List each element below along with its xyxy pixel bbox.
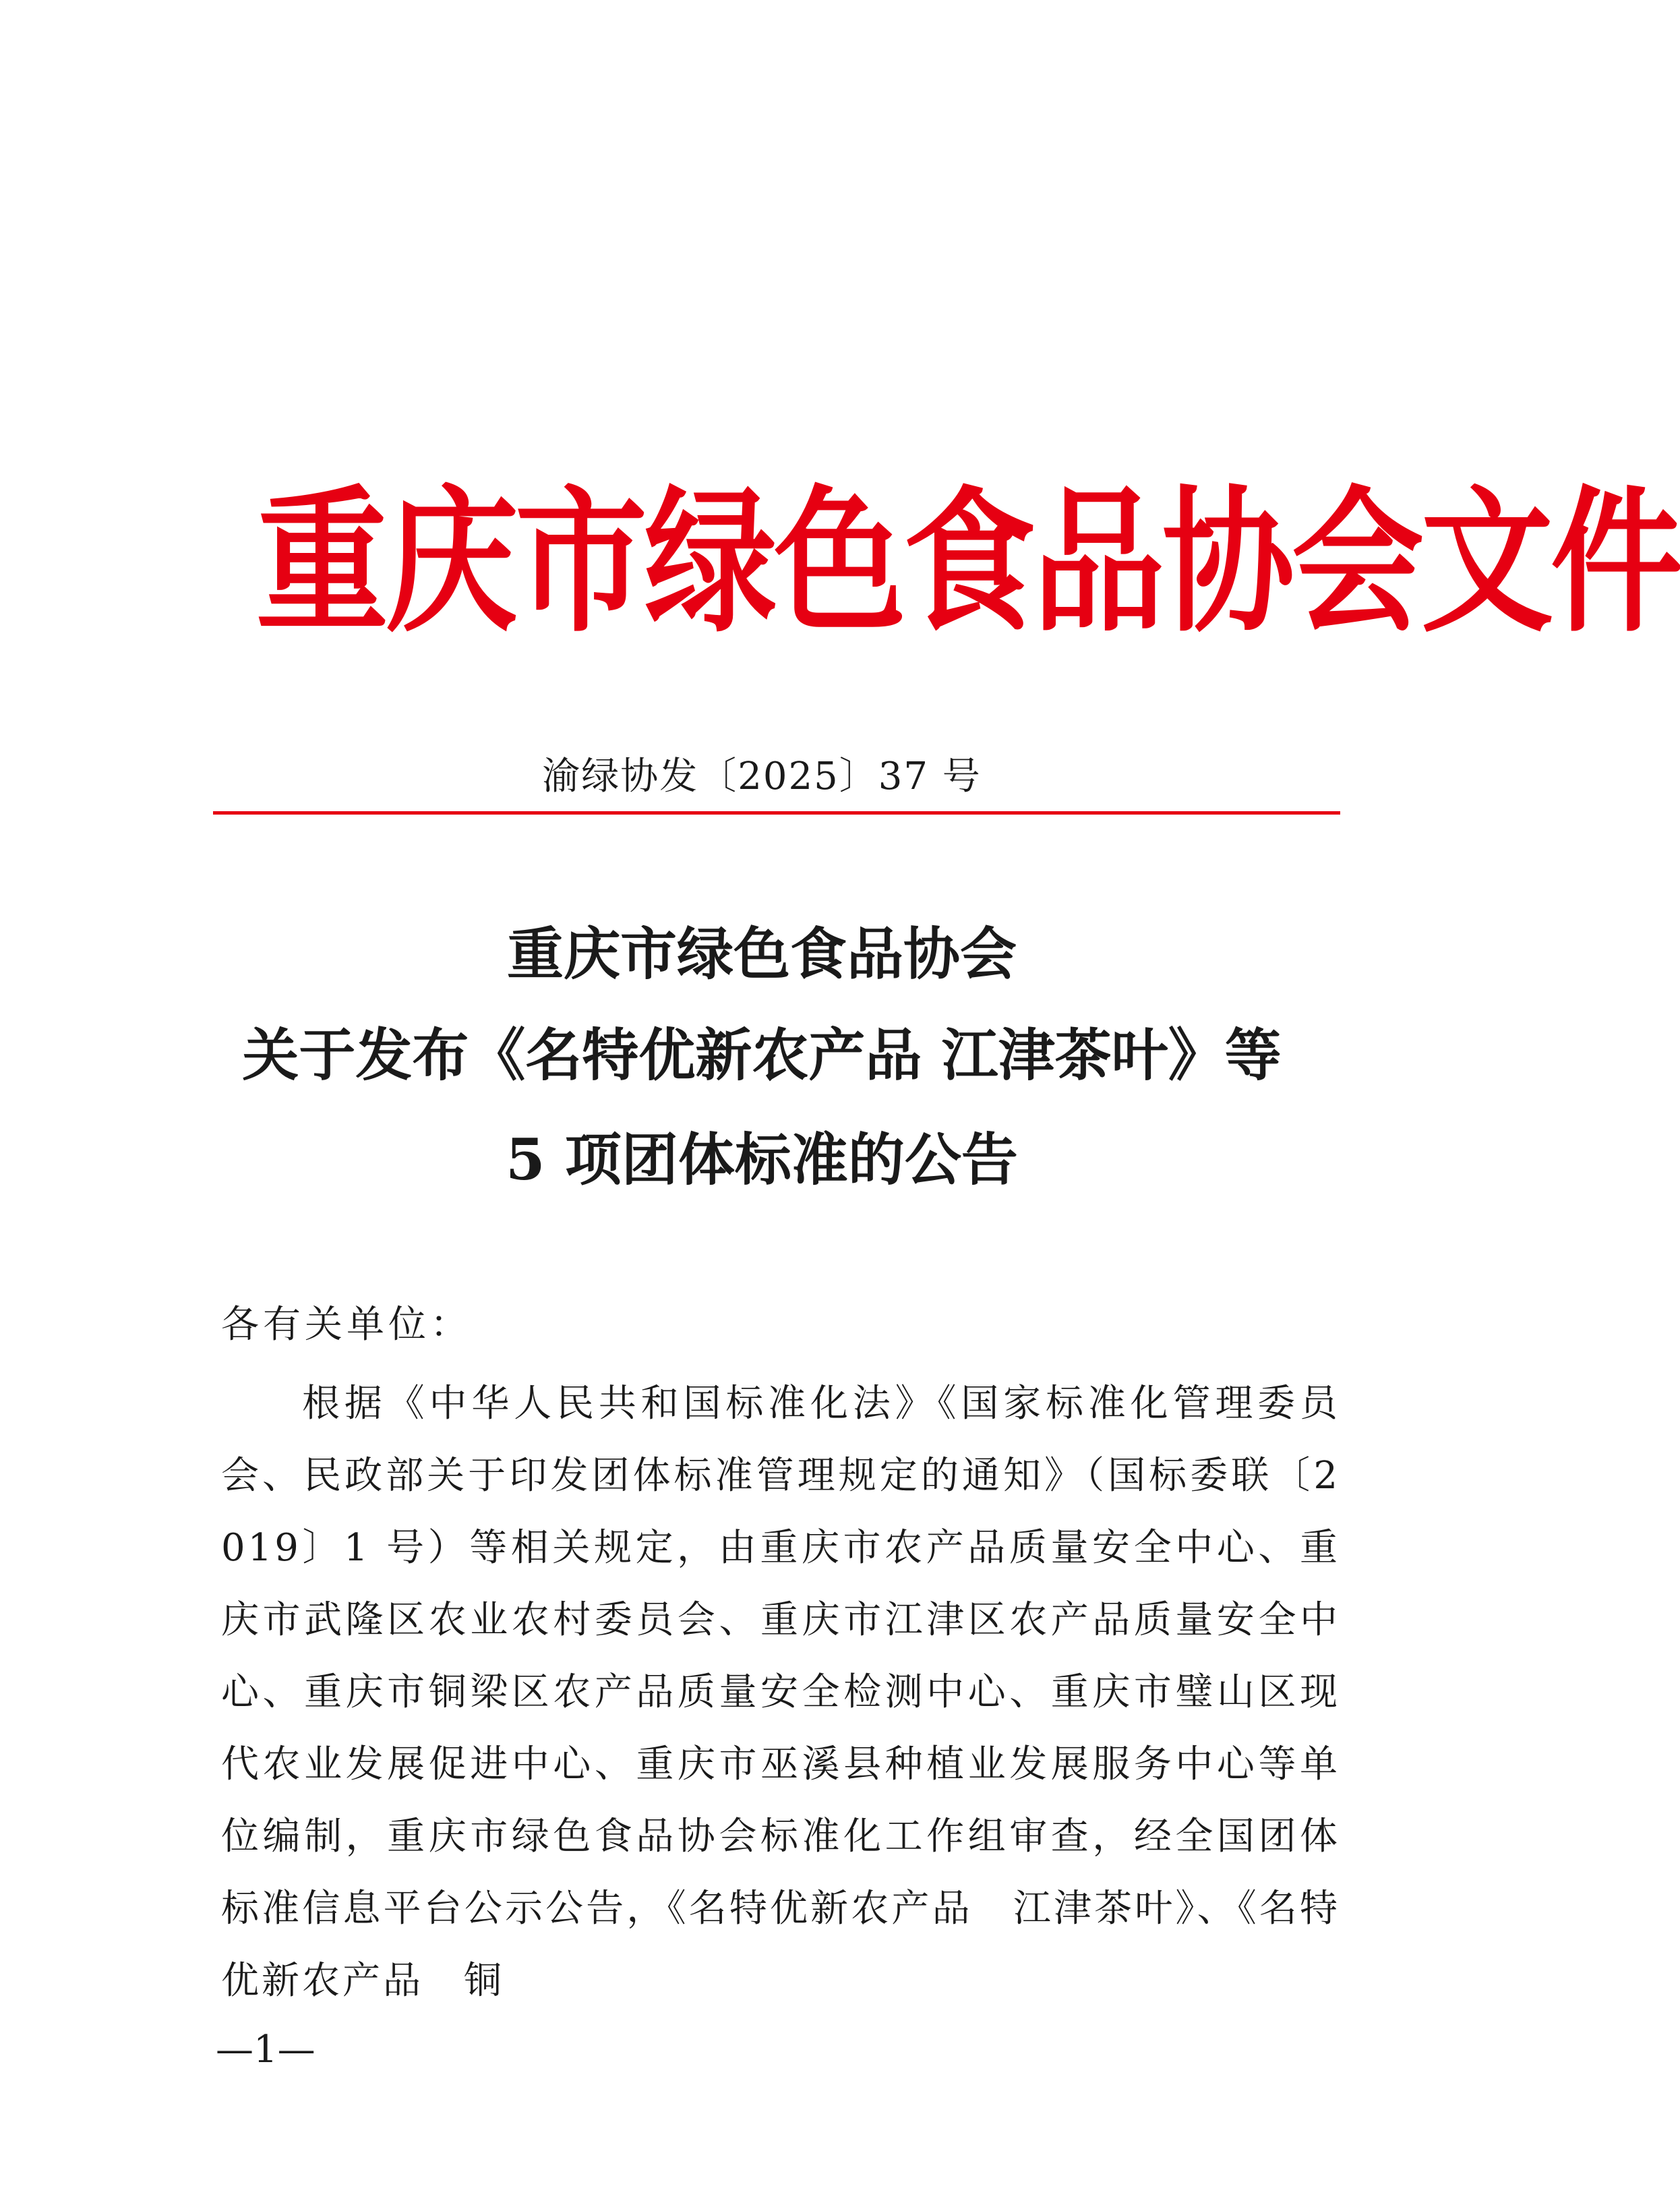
red-divider-line [213, 811, 1340, 815]
title-line-2: 关于发布《名特优新农产品 江津茶叶》等 [242, 1022, 1282, 1088]
salutation: 各有关单位： [221, 1303, 472, 1347]
title-line-3: 5 项团体标准的公告 [506, 1126, 1018, 1193]
body-paragraph: 根据《中华人民共和国标准化法》《国家标准化管理委员会、民政部关于印发团体标准管理规定的通知》（国标委联〔2019〕1 号）等相关规定，由重庆市农产品质量安全中心、重庆市武隆区农业农村委员会、重庆市江津区农产品质量安全中心、重庆市铜梁区农产品质量安全检测中心、重庆市璧山区现代农业发展促进中心、重庆市巫溪县种植业发展服务中心等单位编制，重庆市绿色食品协会标准化工作组审查，经全国团体标准信息平台公示公告，《名特优新农产品 江津茶叶》、《名特优新农产品 铜 [221, 1382, 1340, 2003]
document-number: 渝绿协发〔2025〕37 号 [542, 755, 982, 798]
org-header-title: 重庆市绿色食品协会文件 [256, 472, 1680, 654]
title-line-1: 重庆市绿色食品协会 [506, 920, 1017, 987]
page-number: —1— [216, 2028, 316, 2072]
